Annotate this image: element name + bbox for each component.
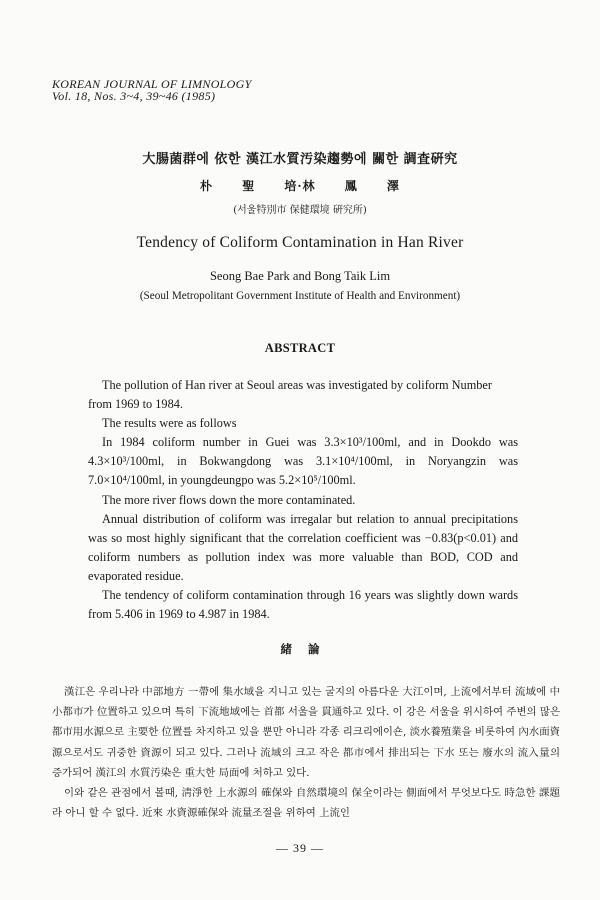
introduction-paragraph: 漢江은 우리나라 中部地方 一帶에 集水域을 지니고 있는 굴지의 아름다운 大江이며, 上流에서부터 流域에 中小都市가 位置하고 있으며 특히 下流地域에는 首都 서울을 貫通하고 있다. 이 강은 서울을 위시하여 주변의 많은 都市用水源으로 主要한 位置를 차지하고 있을 뿐만 아니라 각종 리크리에이숀, 淡水養殖業을 비롯하여 內水面資源으로서도 귀중한 資源이 되고 있다. 그러나 流域의 크고 작은 都市에서 排出되는 下水 또는 廢水의 流入量의 증가되어 漢江의 水質汚染은 重大한 局面에 처하고 있다.: [52, 686, 560, 779]
abstract-heading: ABSTRACT: [264, 341, 336, 355]
journal-name: KOREAN JOURNAL OF LIMNOLOGY: [52, 77, 252, 91]
introduction-body: [52, 682, 560, 823]
abstract-paragraph: The tendency of coliform contamination through 16 years was slightly down wards from 5.406 in 1969 to 4.987 in 1984.: [88, 588, 518, 622]
abstract-paragraph: In 1984 coliform number in Guei was 3.3×10³/100ml, and in Dookdo was 4.3×10³/100ml, in Bokwangdong was 3.1×10⁴/100ml, in Noryangzin was 7.0×10⁴/100ml, in youngdeungpo was 5.2×10⁵/100ml.: [88, 435, 518, 488]
korean-title: 大腸菌群에 依한 漢江水質汚染趨勢에 關한 調査硏究: [142, 152, 458, 167]
english-authors: Seong Bae Park and Bong Taik Lim: [209, 269, 391, 283]
page-number: — 39 —: [276, 841, 324, 855]
introduction-heading: 緒 論: [280, 642, 320, 656]
abstract-paragraph: The more river flows down the more contaminated.: [102, 492, 356, 507]
abstract-paragraph: The results were as follows: [102, 416, 237, 431]
introduction-paragraph: 이와 같은 관점에서 볼때, 淸淨한 上水源의 確保와 自然環境의 保全이라는 側面에서 무엇보다도 時急한 課題라 아니 할 수 없다. 近來 水資源確保와 流量조절을 위하여 上流인: [52, 787, 560, 820]
korean-institution: (서울特別市 保健環境 硏究所): [233, 205, 367, 216]
english-institution: (Seoul Metropolitant Government Institute of Health and Environment): [139, 290, 461, 302]
journal-volume: Vol. 18, Nos. 3~4, 39~46 (1985): [52, 89, 216, 103]
journal-header: [52, 78, 252, 102]
abstract-paragraph: Annual distribution of coliform was irregalar but relation to annual precipitations was so most highly significant that the correlation coefficient was −0.83(p<0.01) and coliform numbers as pollution index was more valuable than BOD, COD and evaporated residue.: [88, 511, 518, 583]
abstract-body: [88, 376, 518, 624]
english-title: Tendency of Coliform Contamination in Han River: [136, 234, 464, 251]
abstract-paragraph: The pollution of Han river at Seoul areas was investigated by coliform Number from 1969 to 1984.: [88, 378, 492, 412]
korean-authors: 朴 聖 培·林 鳳 澤: [200, 179, 400, 193]
